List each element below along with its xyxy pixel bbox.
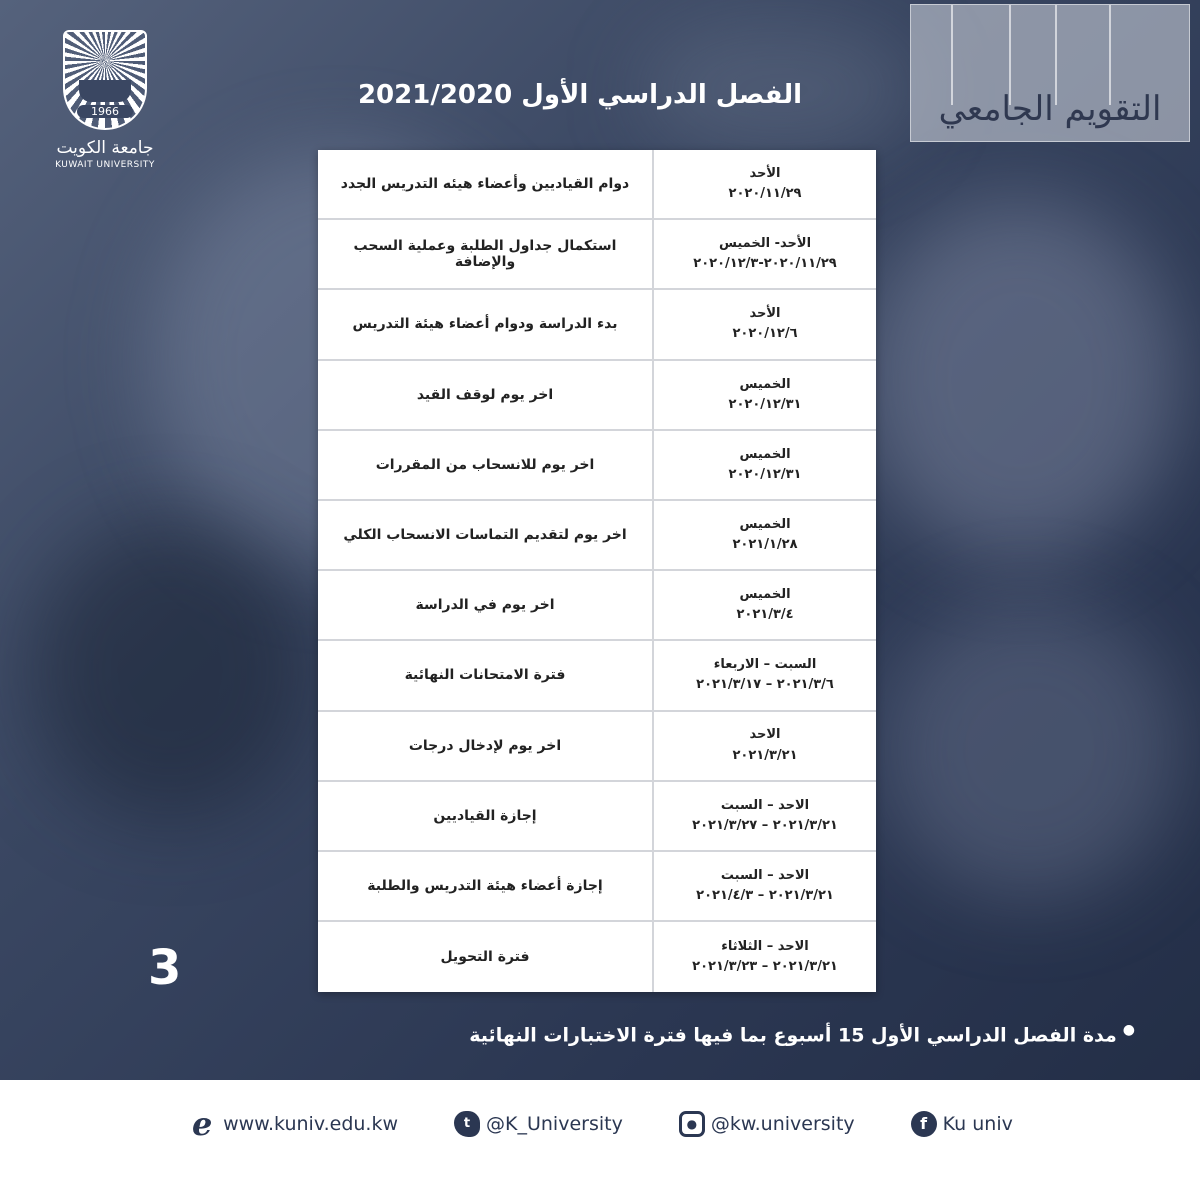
section-label-box — [910, 4, 1190, 142]
event-day: الاحد – الثلاثاء — [721, 939, 809, 955]
event-description: إجازة أعضاء هيئة التدريس والطلبة — [318, 852, 654, 920]
event-day: السبت – الاربعاء — [713, 657, 817, 673]
background-shape — [30, 520, 310, 820]
event-description: اخر يوم لتقديم التماسات الانسحاب الكلي — [318, 501, 654, 569]
event-day: الخميس — [739, 376, 791, 392]
event-date-cell — [654, 571, 876, 639]
event-date-cell — [654, 290, 876, 358]
event-description: إجازة القياديين — [318, 782, 654, 850]
background-shape — [860, 200, 1180, 560]
footnote — [455, 1022, 1135, 1046]
facebook-icon: f — [911, 1111, 937, 1137]
event-date: ٢٠٢٠/١١/٢٩-٢٠٢٠/١٢/٣ — [693, 256, 837, 272]
event-description: استكمال جداول الطلبة وعملية السحب والإضافة — [318, 220, 654, 288]
event-date-cell — [654, 431, 876, 499]
event-day: الاحد – السبت — [720, 867, 810, 883]
event-date: ٢٠٢٠/١٢/٦ — [732, 326, 798, 342]
event-date: ٢٠٢١/٣/٢١ — [732, 747, 798, 763]
event-day: الخميس — [739, 446, 791, 462]
event-date: ٢٠٢٠/١٢/٣١ — [728, 396, 802, 412]
instagram-link[interactable] — [679, 1111, 855, 1137]
event-date-cell — [654, 641, 876, 709]
event-description: بدء الدراسة ودوام أعضاء هيئة التدريس — [318, 290, 654, 358]
event-date-cell — [654, 922, 876, 992]
event-description: فترة التحويل — [318, 922, 654, 992]
calendar-row — [318, 150, 876, 220]
event-description: فترة الامتحانات النهائية — [318, 641, 654, 709]
calendar-row — [318, 641, 876, 711]
event-description: اخر يوم في الدراسة — [318, 571, 654, 639]
footer-bar — [0, 1080, 1200, 1179]
event-description: اخر يوم لوقف القيد — [318, 361, 654, 429]
calendar-row — [318, 571, 876, 641]
footnote-text: مدة الفصل الدراسي الأول 15 أسبوع بما فيها فترة الاختبارات النهائية — [469, 1024, 1117, 1047]
instagram-icon: ● — [679, 1111, 705, 1137]
event-description: دوام القياديين وأعضاء هيئه التدريس الجدد — [318, 150, 654, 218]
shield-emblem-icon — [63, 30, 147, 130]
background-shape — [880, 600, 1180, 900]
website-link[interactable] — [187, 1104, 399, 1143]
event-day: الاحد – السبت — [720, 797, 810, 813]
event-date-cell — [654, 220, 876, 288]
event-day: الخميس — [739, 587, 791, 603]
event-date-cell — [654, 501, 876, 569]
calendar-row — [318, 852, 876, 922]
calendar-row — [318, 922, 876, 992]
event-day: الأحد — [749, 165, 781, 181]
calendar-table — [318, 150, 876, 992]
calendar-row — [318, 361, 876, 431]
event-date-cell — [654, 150, 876, 218]
event-date-cell — [654, 712, 876, 780]
twitter-icon: t — [454, 1111, 480, 1137]
event-day: الخميس — [739, 516, 791, 532]
event-date-cell — [654, 782, 876, 850]
instagram-handle: @kw.university — [710, 1112, 855, 1135]
event-date: ٢٠٢١/٣/٤ — [736, 607, 794, 623]
calendar-row — [318, 290, 876, 360]
event-date: ٢٠٢١/١/٢٨ — [732, 537, 798, 553]
web-icon: e — [191, 1104, 213, 1143]
university-logo — [40, 30, 170, 170]
section-label: التقويم الجامعي — [938, 89, 1162, 129]
event-date: ٢٠٢٠/١٢/٣١ — [728, 466, 802, 482]
page-title: الفصل الدراسي الأول 2021/2020 — [357, 80, 803, 110]
founding-year: 1966 — [77, 105, 133, 118]
ship-icon — [79, 80, 131, 102]
event-day: الأحد- الخميس — [718, 236, 812, 252]
facebook-handle: Ku univ — [942, 1112, 1013, 1135]
event-date: ٢٠٢١/٣/٢١ – ٢٠٢١/٣/٢٧ — [692, 817, 838, 833]
event-date-cell — [654, 361, 876, 429]
event-date: ٢٠٢١/٣/٢١ – ٢٠٢١/٤/٣ — [696, 887, 834, 903]
event-description: اخر يوم للانسحاب من المقررات — [318, 431, 654, 499]
calendar-row — [318, 431, 876, 501]
calendar-row — [318, 220, 876, 290]
website-text: www.kuniv.edu.kw — [223, 1112, 399, 1135]
event-date-cell — [654, 852, 876, 920]
calendar-row — [318, 501, 876, 571]
event-day: الاحد — [749, 727, 781, 743]
twitter-link[interactable] — [454, 1111, 623, 1137]
event-date: ٢٠٢١/٣/٢١ – ٢٠٢١/٣/٢٣ — [692, 959, 838, 975]
page-number: 3 — [148, 940, 182, 996]
bullet-icon: ● — [1122, 1022, 1135, 1038]
calendar-row — [318, 782, 876, 852]
facebook-link[interactable] — [911, 1111, 1013, 1137]
twitter-handle: @K_University — [486, 1112, 623, 1135]
calendar-row — [318, 712, 876, 782]
event-date: ٢٠٢١/٣/٦ – ٢٠٢١/٣/١٧ — [696, 677, 834, 693]
event-day: الأحد — [749, 306, 781, 322]
university-name-en: KUWAIT UNIVERSITY — [55, 160, 155, 170]
event-date: ٢٠٢٠/١١/٢٩ — [728, 186, 802, 202]
university-name-ar: جامعة الكويت — [56, 138, 154, 158]
event-description: اخر يوم لإدخال درجات — [318, 712, 654, 780]
